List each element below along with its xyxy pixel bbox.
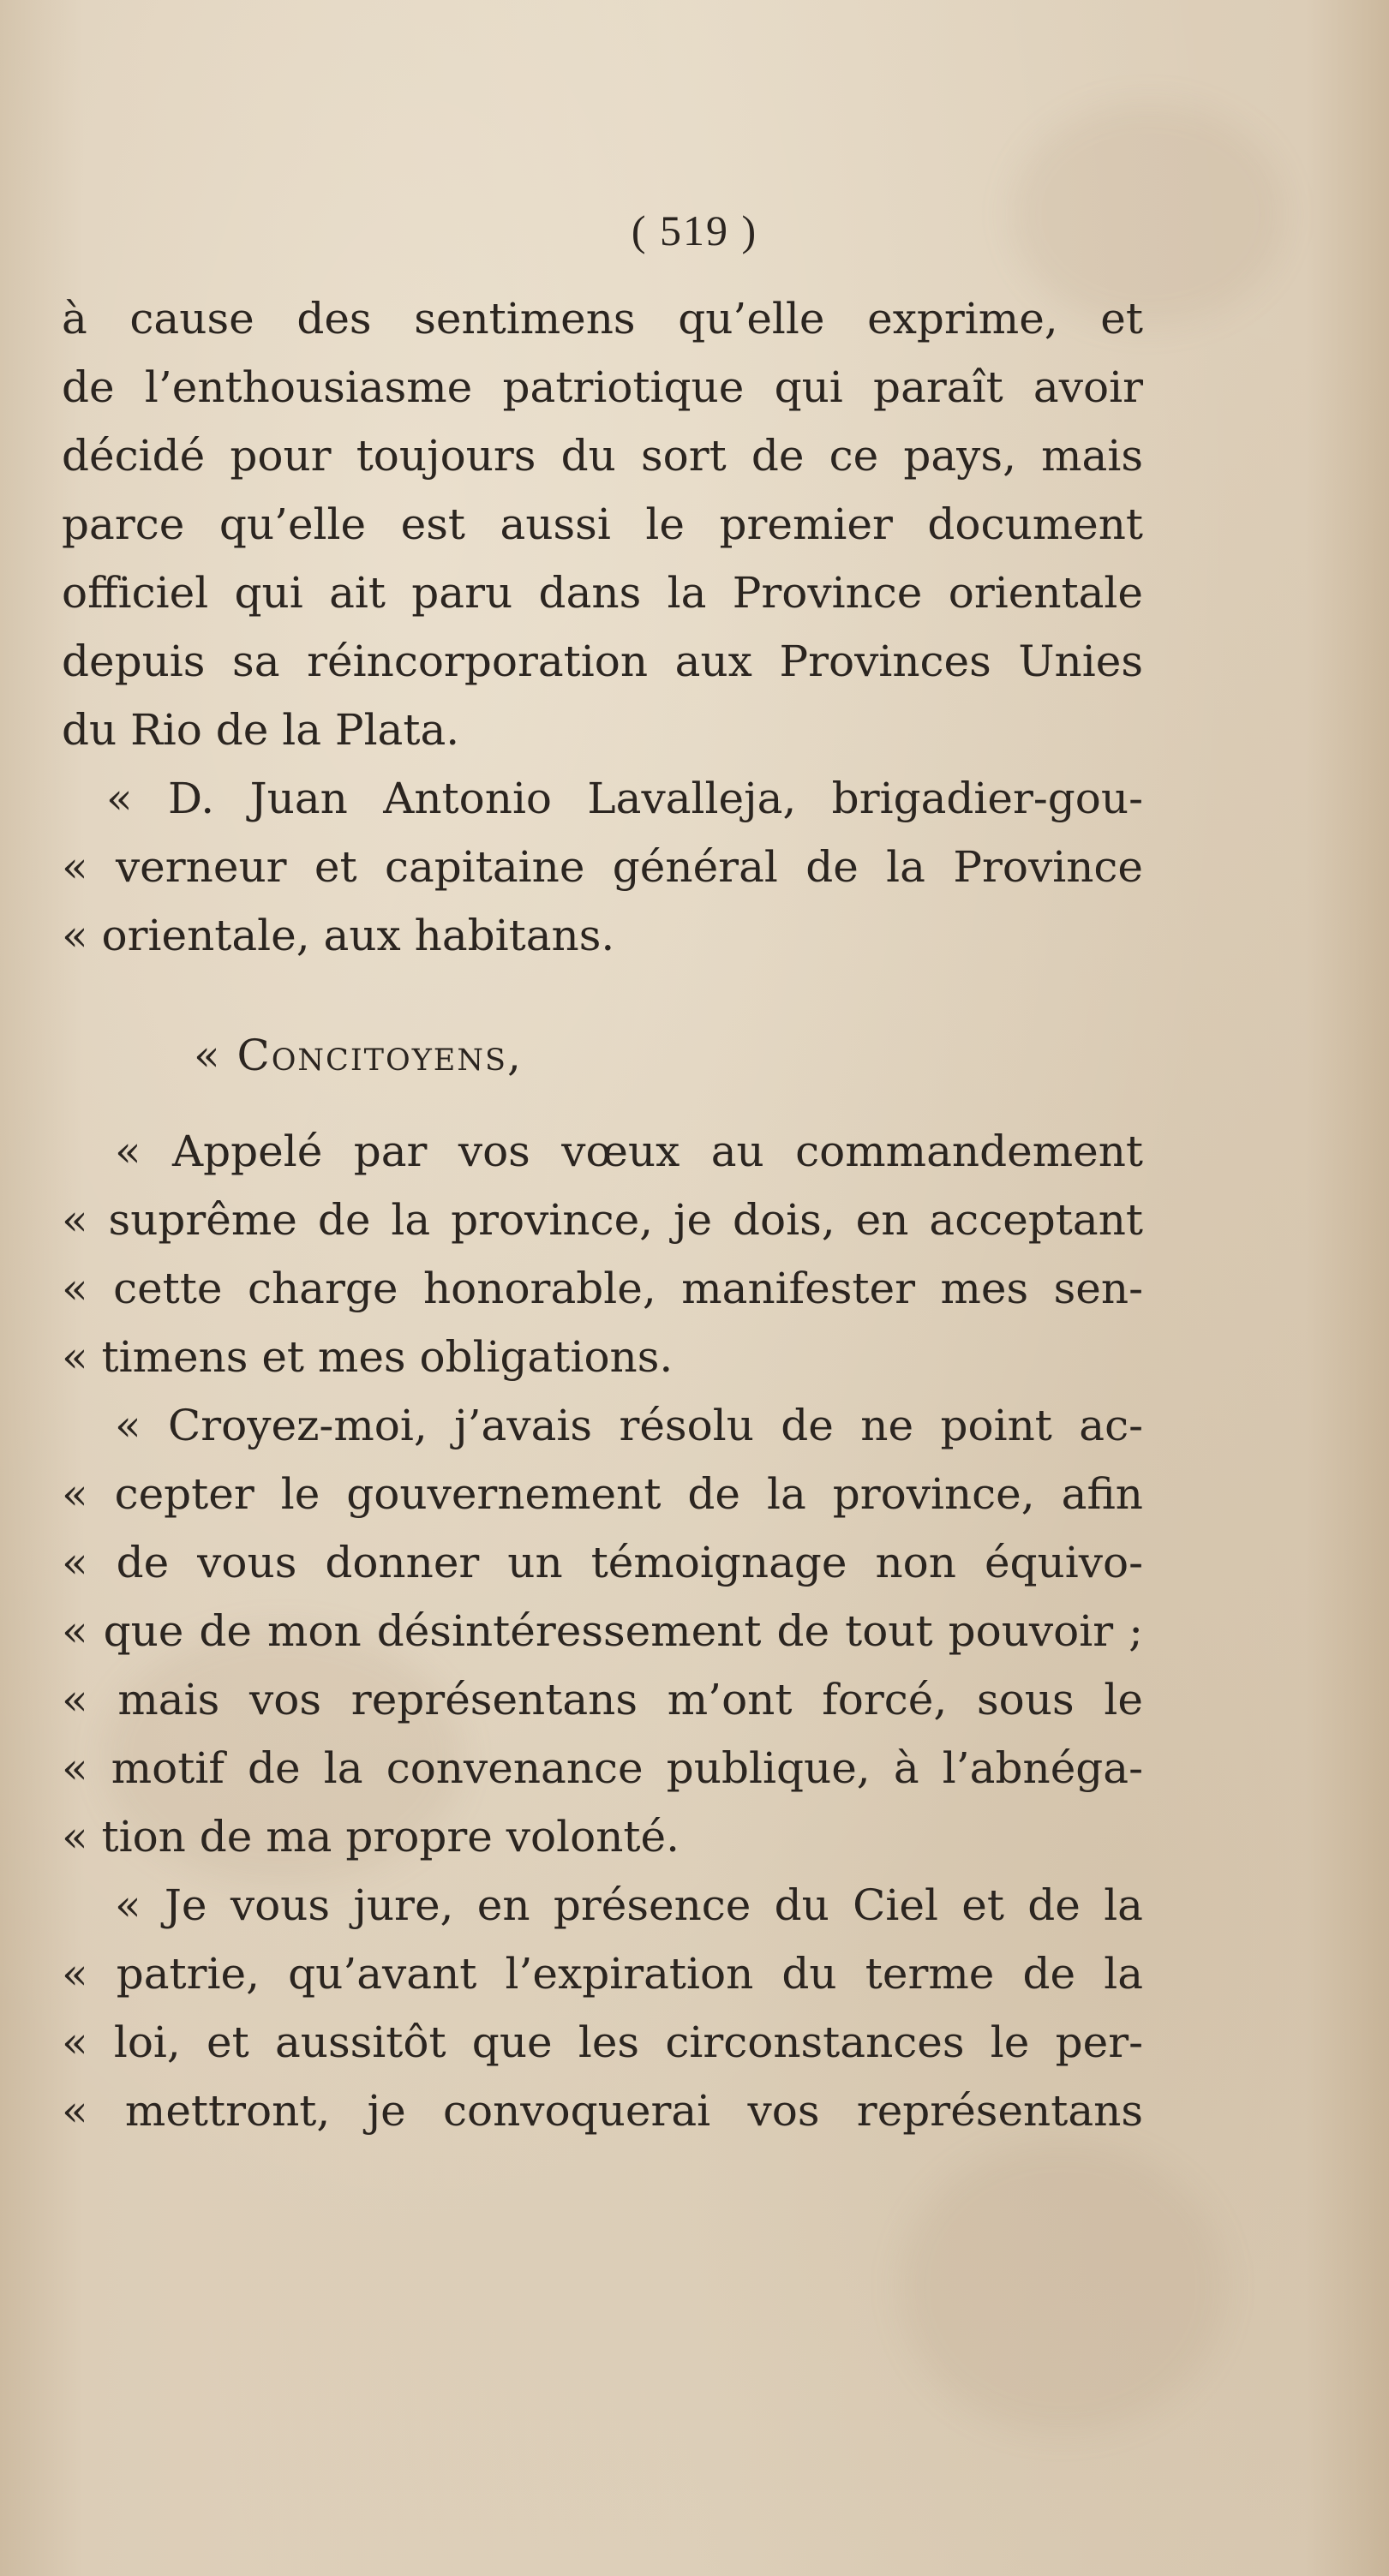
text-line: « D. Juan Antonio Lavalleja, brigadier-gou- bbox=[106, 774, 1143, 823]
text-line: du Rio de la Plata. bbox=[62, 705, 460, 755]
text-line: « tion de ma propre volonté. bbox=[62, 1812, 680, 1862]
text-line: décidé pour toujours du sort de ce pays, mais bbox=[62, 431, 1143, 481]
text-line: « verneur et capitaine général de la Province bbox=[62, 842, 1143, 892]
page-number: ( 519 ) bbox=[631, 206, 758, 254]
text-line: « mettront, je convoquerai vos représentans bbox=[62, 2086, 1143, 2136]
text-line: « suprême de la province, je dois, en acceptant bbox=[62, 1195, 1143, 1245]
text-line: « Croyez-moi, j’avais résolu de ne point ac- bbox=[115, 1401, 1143, 1450]
text-line: « orientale, aux habitans. bbox=[62, 911, 615, 960]
text-line: « mais vos représentans m’ont forcé, sous le bbox=[62, 1675, 1143, 1724]
text-line: « Appelé par vos vœux au commandement bbox=[115, 1127, 1143, 1176]
text-line: « Je vous jure, en présence du Ciel et de la bbox=[115, 1880, 1143, 1930]
text-line: « cepter le gouvernement de la province, afin bbox=[62, 1469, 1143, 1519]
text-line: officiel qui ait paru dans la Province orientale bbox=[62, 568, 1143, 618]
text-line: depuis sa réincorporation aux Provinces Unies bbox=[62, 637, 1143, 686]
text-line: « patrie, qu’avant l’expiration du terme de la bbox=[62, 1949, 1143, 1999]
text-line: « motif de la convenance publique, à l’abnéga- bbox=[62, 1743, 1143, 1793]
salutation: « Concitoyens, bbox=[194, 1031, 523, 1080]
text-line: parce qu’elle est aussi le premier document bbox=[62, 499, 1143, 549]
text-line: « loi, et aussitôt que les circonstances le per- bbox=[62, 2017, 1143, 2067]
text-line: « que de mon désintéressement de tout pouvoir ; bbox=[62, 1606, 1143, 1656]
text-line: à cause des sentimens qu’elle exprime, et bbox=[62, 294, 1143, 344]
text-line: « de vous donner un témoignage non équivo- bbox=[62, 1538, 1143, 1587]
text-line: « cette charge honorable, manifester mes sen- bbox=[62, 1264, 1143, 1313]
text-line: de l’enthousiasme patriotique qui paraît avoir bbox=[62, 362, 1143, 412]
paper-stain bbox=[900, 2142, 1225, 2433]
text-line: « timens et mes obligations. bbox=[62, 1332, 674, 1382]
